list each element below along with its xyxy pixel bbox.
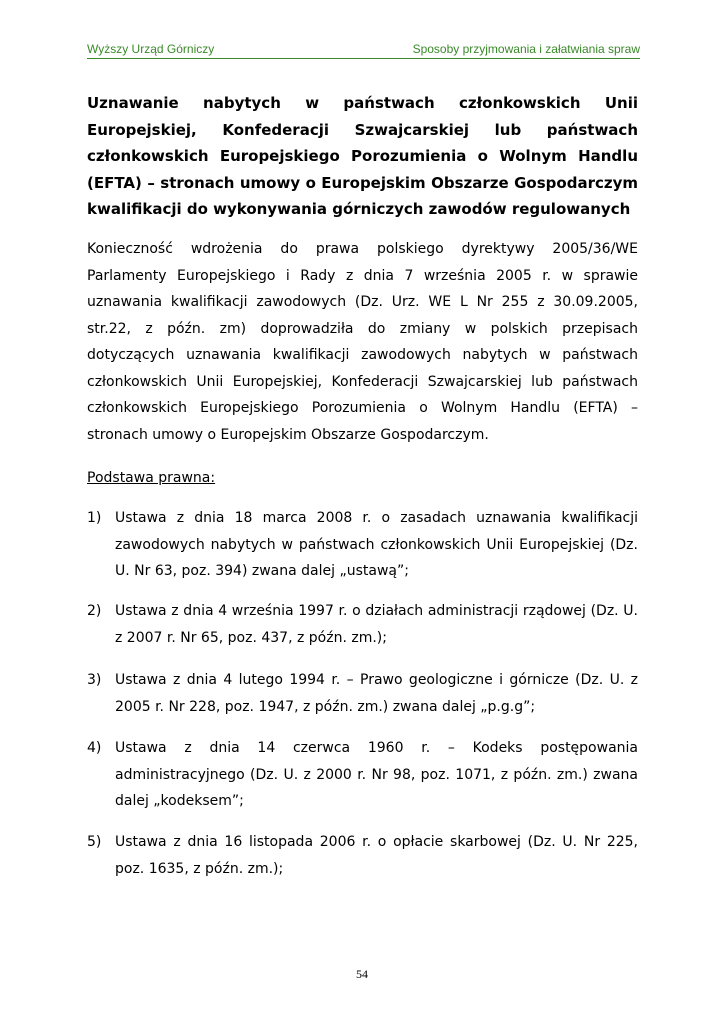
list-item-text: Ustawa z dnia 4 września 1997 r. o działach administracji rządowej (Dz. U. z 2007 r. Nr 65, poz. 437, z późn. zm.); — [115, 603, 638, 646]
legal-basis-item — [87, 598, 638, 651]
list-number: 2) — [87, 603, 102, 619]
list-number: 4) — [87, 740, 102, 756]
intro-paragraph: Konieczność wdrożenia do prawa polskiego dyrektywy 2005/36/WE Parlamenty Europejskiego i Rady z dnia 7 września 2005 r. w sprawie uznawania kwalifikacji zawodowych (Dz. Urz. WE L Nr 255 z 30.09.2005, str.22, z późn. zm) doprowadziła do zmiany w polskich przepisach dotyczących uznawania kwalifikacji zawodowych nabytych w państwach członkowskich Unii Europejskiej, Konfederacji Szwajcarskiej lub państwach członkowskich Europejskiego Porozumienia o Wolnym Handlu (EFTA) – stronach umowy o Europejskim Obszarze Gospodarczym. — [87, 241, 638, 443]
list-number: 1) — [87, 510, 102, 526]
header-institution: Wyższy Urząd Górniczy — [87, 42, 215, 56]
legal-basis-item — [87, 735, 638, 815]
list-item-text: Ustawa z dnia 16 listopada 2006 r. o opłacie skarbowej (Dz. U. Nr 225, poz. 1635, z późn. zm.); — [115, 834, 638, 877]
legal-basis-item — [87, 829, 638, 882]
list-item-text: Ustawa z dnia 14 czerwca 1960 r. – Kodeks postępowania administracyjnego (Dz. U. z 2000 r. Nr 98, poz. 1071, z późn. zm.) zwana dalej „kodeksem”; — [115, 740, 638, 809]
list-number: 3) — [87, 672, 102, 688]
legal-basis-heading: Podstawa prawna: — [87, 470, 216, 486]
legal-basis-item — [87, 667, 638, 720]
page-number: 54 — [356, 967, 368, 981]
list-item-text: Ustawa z dnia 4 lutego 1994 r. – Prawo geologiczne i górnicze (Dz. U. z 2005 r. Nr 228, poz. 1947, z późn. zm.) zwana dalej „p.g.g”; — [115, 672, 638, 715]
document-title: Uznawanie nabytych w państwach członkowskich Unii Europejskiej, Konfederacji Szwajcarskiej lub państwach członkowskich Europejskiego Porozumienia o Wolnym Handlu (EFTA) – stronach umowy o Europejskim Obszarze Gospodarczym kwalifikacji do wykonywania górniczych zawodów regulowanych — [87, 94, 638, 218]
list-item-text: Ustawa z dnia 18 marca 2008 r. o zasadach uznawania kwalifikacji zawodowych nabytych w państwach członkowskich Unii Europejskiej (Dz. U. Nr 63, poz. 394) zwana dalej „ustawą”; — [115, 510, 638, 579]
legal-basis-item — [87, 505, 638, 585]
page-header — [87, 41, 640, 59]
list-number: 5) — [87, 834, 102, 850]
header-section-title: Sposoby przyjmowania i załatwiania spraw — [412, 42, 640, 56]
